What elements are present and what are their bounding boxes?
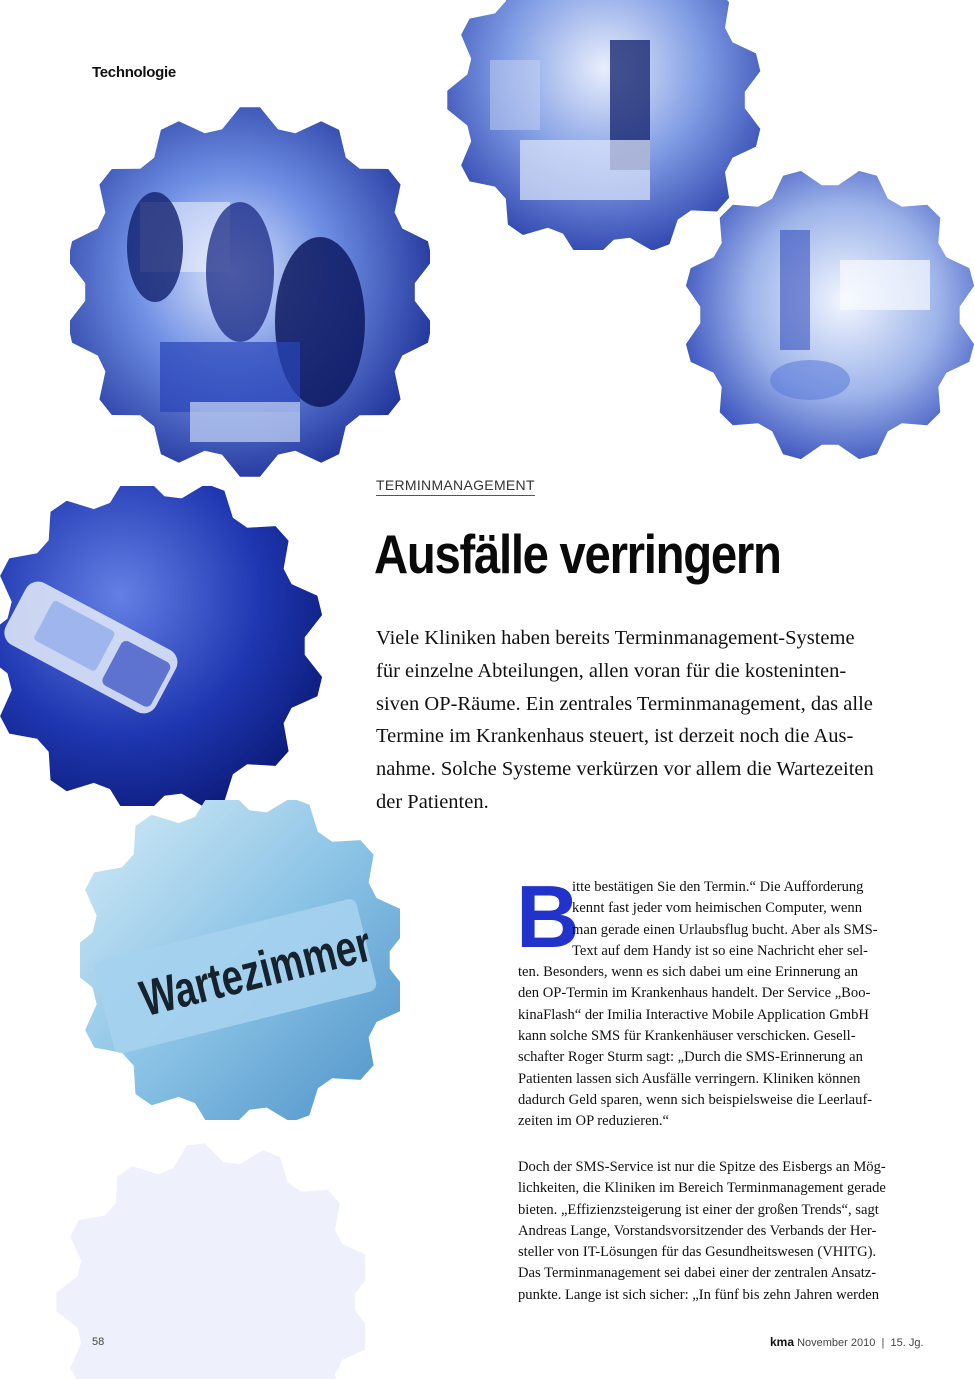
gear-image-lab bbox=[670, 170, 975, 460]
lead-line: Termine im Krankenhaus steuert, ist derzeit noch die Aus- bbox=[376, 725, 854, 748]
body-line: bieten. „Effizienzsteigerung ist einer der großen Trends“, sagt bbox=[518, 1201, 879, 1218]
body-line: punkte. Lange ist sich sicher: „In fünf bis zehn Jahren werden bbox=[518, 1286, 880, 1303]
article-kicker: TERMINMANAGEMENT bbox=[376, 477, 535, 496]
body-line: Doch der SMS-Service ist nur die Spitze des Eisbergs an Mög- bbox=[518, 1159, 886, 1175]
drop-cap: B bbox=[516, 867, 580, 966]
body-paragraph-2 bbox=[518, 1157, 916, 1306]
body-line: lichkeiten, die Kliniken im Bereich Terminmanagement gerade bbox=[518, 1180, 886, 1197]
body-line: den OP-Termin im Krankenhaus handelt. Der Service „Boo- bbox=[518, 985, 871, 1002]
gear-image-operating-room bbox=[70, 72, 430, 512]
volume: 15. Jg. bbox=[890, 1337, 924, 1349]
lead-line: siven OP-Räume. Ein zentrales Terminmanagement, das alle bbox=[376, 692, 873, 715]
magazine-name: kma bbox=[770, 1335, 795, 1349]
section-label: Technologie bbox=[92, 64, 176, 81]
body-line: Das Terminmanagement sei dabei einer der zentralen Ansatz- bbox=[518, 1265, 877, 1282]
body-line: zeiten im OP reduzieren.“ bbox=[518, 1113, 670, 1130]
gear-image-waiting-room-sign bbox=[80, 800, 400, 1120]
lead-line: der Patienten. bbox=[376, 790, 489, 813]
article-title: Ausfälle verringern bbox=[374, 523, 781, 585]
body-line: itte bestätigen Sie den Termin.“ Die Aufforderung bbox=[572, 879, 864, 895]
body-line: man gerade einen Urlaubsflug bucht. Aber als SMS- bbox=[572, 921, 878, 938]
body-line: steller von IT-Lösungen für das Gesundheitswesen (VHITG). bbox=[518, 1244, 877, 1261]
article-lead bbox=[376, 622, 916, 819]
body-line: Text auf dem Handy ist so eine Nachricht eher sel- bbox=[572, 942, 869, 959]
body-line: kann solche SMS für Krankenhäuser verschicken. Gesell- bbox=[518, 1028, 856, 1045]
lead-line: Viele Kliniken haben bereits Terminmanagement-Systeme bbox=[376, 627, 855, 649]
lead-line: nahme. Solche Systeme verkürzen vor allem die Wartezeiten bbox=[376, 758, 874, 781]
lead-line: für einzelne Abteilungen, allen voran für die kosteninten- bbox=[376, 659, 847, 682]
body-line: Patienten lassen sich Ausfälle verringern. Kliniken können bbox=[518, 1070, 861, 1087]
body-line: dadurch Geld sparen, wenn sich beispielsweise die Leerlauf- bbox=[518, 1091, 873, 1108]
footer-issue bbox=[770, 1335, 924, 1349]
footer-separator: | bbox=[881, 1337, 885, 1349]
issue-date: November 2010 bbox=[797, 1337, 876, 1349]
gear-image-mobile-phone bbox=[0, 486, 340, 806]
body-line: ten. Besonders, wenn es sich dabei um eine Erinnerung an bbox=[518, 964, 859, 981]
sign-text: Wartezimmer bbox=[134, 916, 377, 1028]
body-line: kinaFlash“ der Imilia Interactive Mobile Application GmbH bbox=[518, 1006, 869, 1023]
body-paragraph-1 bbox=[516, 867, 916, 1133]
page-number: 58 bbox=[92, 1336, 105, 1348]
body-line: schafter Roger Sturm sagt: „Durch die SMS-Erinnerung an bbox=[518, 1049, 863, 1066]
body-line: kennt fast jeder vom heimischen Computer, wenn bbox=[572, 900, 863, 917]
body-line: Andreas Lange, Vorstandsvorsitzender des Verbands der Her- bbox=[518, 1222, 877, 1239]
